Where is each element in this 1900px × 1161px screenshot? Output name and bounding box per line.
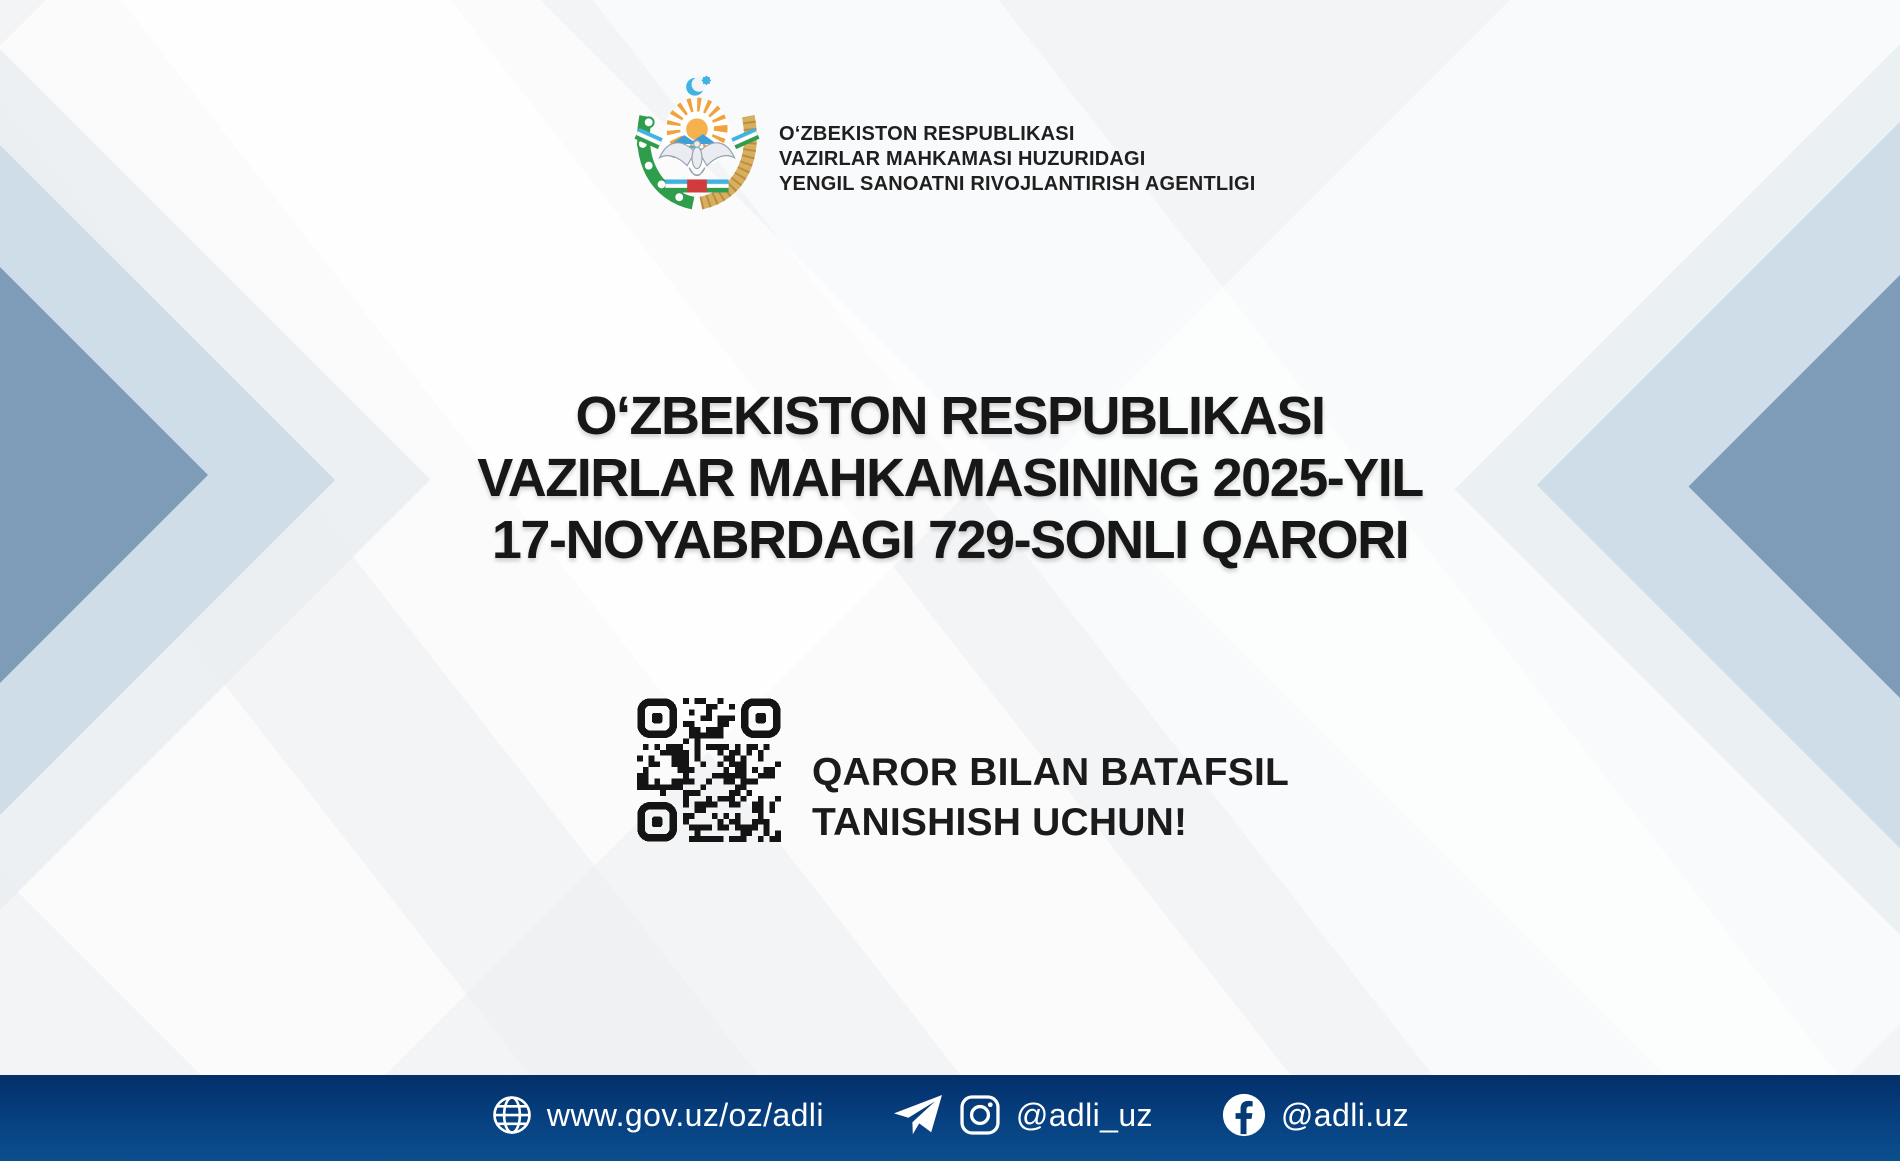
header-org-name: [779, 122, 1256, 197]
title-line-3: 17-NOYABRDAGI 729-SONLI QARORI: [491, 510, 1409, 570]
state-emblem-icon: [628, 73, 766, 211]
globe-icon: [491, 1094, 533, 1136]
page-title: [0, 385, 1900, 571]
title-line-1: O‘ZBEKISTON RESPUBLIKASI: [575, 386, 1325, 446]
footer-social-facebook[interactable]: [1221, 1092, 1409, 1138]
org-line-3: YENGIL SANOATNI RIVOJLANTIRISH AGENTLIGI: [779, 173, 1256, 195]
qr-caption-line-2: TANISHISH UCHUN!: [812, 801, 1188, 844]
title-line-2: VAZIRLAR MAHKAMASINING 2025-YIL: [477, 448, 1423, 508]
footer-facebook-handle: @adli.uz: [1280, 1096, 1410, 1133]
telegram-icon: [892, 1093, 944, 1137]
qr-caption-line-1: QAROR BILAN BATAFSIL: [812, 751, 1290, 794]
instagram-icon: [958, 1093, 1002, 1137]
footer-website-label: www.gov.uz/oz/adli: [546, 1096, 824, 1133]
footer-social-telegram-instagram[interactable]: [892, 1093, 1153, 1137]
qr-caption: [812, 748, 1289, 848]
footer-bar: [0, 1075, 1900, 1161]
footer-telegram-instagram-handle: @adli_uz: [1015, 1096, 1153, 1133]
org-line-1: O‘ZBEKISTON RESPUBLIKASI: [779, 123, 1075, 145]
footer-website[interactable]: [491, 1094, 824, 1136]
qr-code: [637, 698, 781, 842]
org-line-2: VAZIRLAR MAHKAMASI HUZURIDAGI: [779, 148, 1146, 170]
facebook-icon: [1221, 1092, 1267, 1138]
